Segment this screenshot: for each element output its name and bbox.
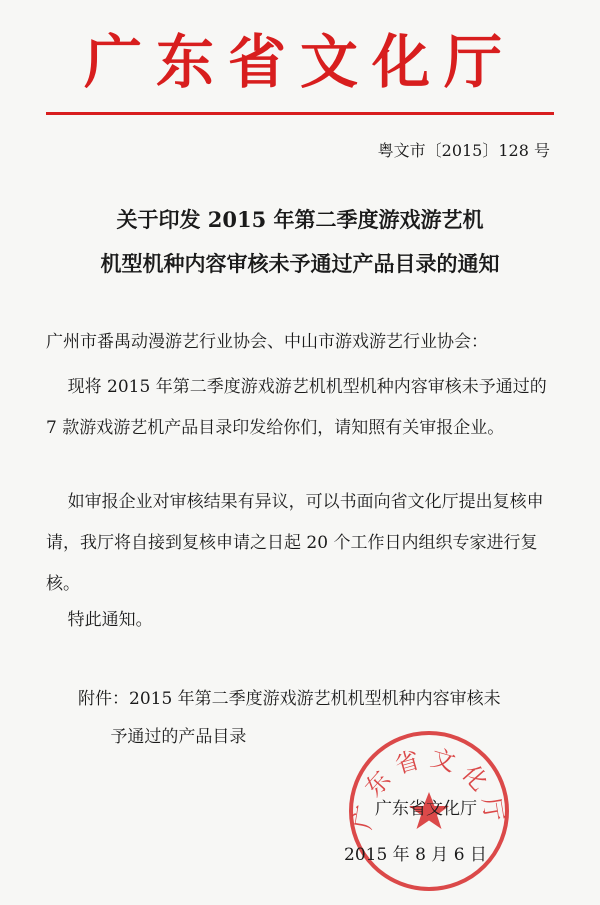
letterhead-divider (46, 112, 554, 115)
body-paragraph: 现将 2015 年第二季度游戏游艺机机型机种内容审核未予通过的 7 款游戏游艺机产品目录印发给你们，请知照有关审报企业。 (46, 377, 553, 438)
signature-date: 2015 年 8 月 6 日 (344, 845, 487, 865)
body-paragraph: 如审报企业对审核结果有异议，可以书面向省文化厅提出复核申请，我厅将自接到复核申请之日起 20 个工作日内组织专家进行复核。 (46, 492, 544, 594)
letterhead-title: 广东省文化厅 (83, 28, 516, 96)
title-line-1: 关于印发 2015 年第二季度游戏游艺机 (116, 207, 484, 232)
closing-paragraph: 特此通知。 (46, 610, 153, 630)
seal-text: 广东省文化厅 (348, 743, 510, 832)
attachment-note: 附件：2015 年第二季度游戏游艺机机型机种内容审核未 予通过的产品目录 (78, 689, 501, 747)
addressee: 广州市番禺动漫游艺行业协会、中山市游戏游艺行业协会： (46, 332, 488, 352)
signature-agency: 广东省文化厅 (375, 799, 477, 819)
document-title (0, 198, 600, 286)
title-line-2: 机型机种内容审核未予通过产品目录的通知 (100, 251, 500, 276)
document-number: 粤文市〔2015〕128 号 (377, 141, 550, 160)
